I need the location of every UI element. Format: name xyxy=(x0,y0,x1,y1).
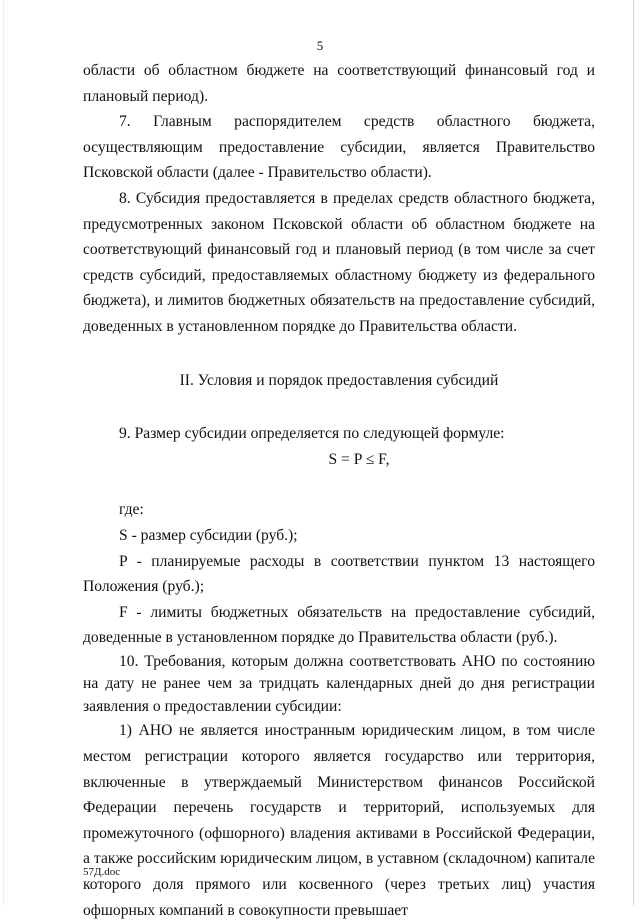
section-heading: II. Условия и порядок предоставления субсидий xyxy=(179,371,499,389)
paragraph-9: 9. Размер субсидии определяется по следующей формуле: xyxy=(119,425,505,443)
where-label: где: xyxy=(119,501,144,519)
document-body xyxy=(83,58,595,923)
paragraph-10: 10. Требования, которым должна соответствовать АНО по состоянию на дату не ранее чем за тридцать календарных дней до дня регистрации заявления о предоставлении субсидии: xyxy=(83,652,595,715)
footer-filename: 57Д.doc xyxy=(83,866,121,878)
scan-edge-left xyxy=(3,0,4,905)
formula: S = P ≤ F, xyxy=(328,450,390,468)
paragraph-continuation: области об областном бюджете на соответствующий финансовый год и плановый период). xyxy=(83,62,595,105)
paragraph-7: 7. Главным распорядителем средств областного бюджета, осуществляющим предоставление субсидии, является Правительство Псковской области (далее - Правительство области). xyxy=(83,113,595,182)
definition-p: P - планируемые расходы в соответствии пунктом 13 настоящего Положения (руб.); xyxy=(83,552,595,596)
page-number: 5 xyxy=(316,38,324,53)
definition-f: F - лимиты бюджетных обязательств на предоставление субсидий, доведенные в установленном порядке до Правительства области (руб.). xyxy=(83,603,595,647)
paragraph-8: 8. Субсидия предоставляется в пределах средств областного бюджета, предусмотренных законом Псковской области об областном бюджете на соответствующий финансовый год и плановый период (в том числе за счет средств субсидий, предоставляемых областному бюджету из федерального бюджета), и лимитов бюджетных обязательств на предоставление субсидий, доведенных в установленном порядке до Правительства области. xyxy=(83,189,595,335)
paragraph-10-item-1: 1) АНО не является иностранным юридическим лицом, в том числе местом регистрации которого является государство или территория, включенные в утверждаемый Министерством финансов Российской Федерации перечень государств и территорий, используемых для промежуточного (офшорного) владения активами в Российской Федерации, а также российским юридическим лицом, в уставном (складочном) капитале которого доля прямого или косвенного (через третьих лиц) участия офшорных компаний в совокупности превышает xyxy=(83,722,595,919)
scan-edge-right xyxy=(633,0,634,905)
definition-s: S - размер субсидии (руб.); xyxy=(119,526,298,544)
